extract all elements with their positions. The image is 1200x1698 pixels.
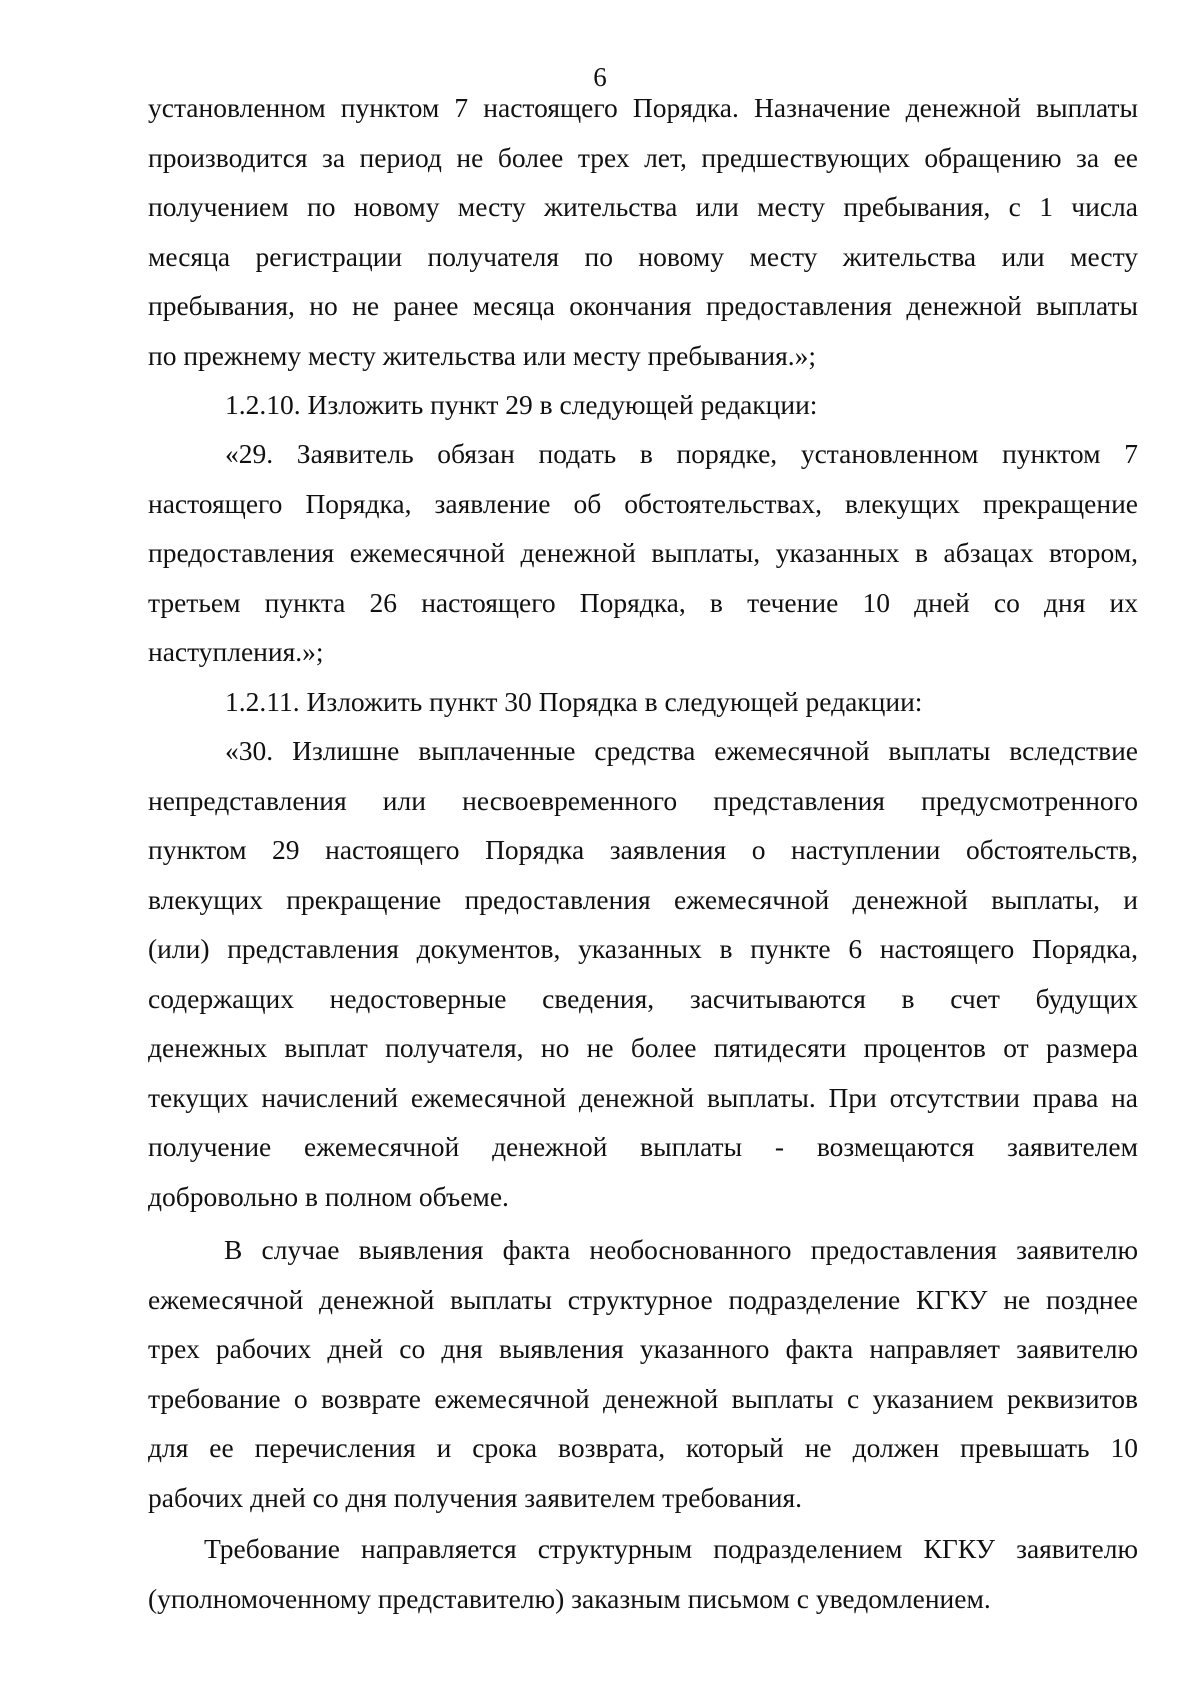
text-line: наступления.»; (148, 636, 324, 667)
text-line: (или) представления документов, указанных в пункте 6 настоящего Порядка, (148, 933, 1138, 964)
text-line: пунктом 29 настоящего Порядка заявления о наступлении обстоятельств, (148, 834, 1138, 865)
text-line: получение ежемесячной денежной выплаты - возмещаются заявителем (148, 1131, 1138, 1162)
text-line: 1.2.11. Изложить пункт 30 Порядка в следующей редакции: (225, 686, 923, 717)
text-line: установленном пунктом 7 настоящего Порядка. Назначение денежной выплаты (148, 92, 1138, 123)
paragraph-requirement-sending (148, 1524, 1138, 1623)
text-line: ежемесячной денежной выплаты структурное подразделение КГКУ не позднее (148, 1283, 1138, 1315)
text-line: предоставления ежемесячной денежной выплаты, указанных в абзацах втором, (148, 537, 1138, 568)
text-line: настоящего Порядка, заявление об обстоятельствах, влекущих прекращение (148, 487, 1138, 519)
text-line: В случае выявления факта необоснованного предоставления заявителю (224, 1234, 1138, 1265)
text-line: денежных выплат получателя, но не более пятидесяти процентов от размера (148, 1032, 1138, 1063)
text-line: 1.2.10. Изложить пункт 29 в следующей редакции: (225, 389, 818, 420)
text-line: «29. Заявитель обязан подать в порядке, установленном пунктом 7 (225, 438, 1138, 469)
paragraph-clause-1-2-11 (148, 677, 1138, 727)
page-number: 6 (593, 62, 607, 92)
text-line: производится за период не более трех лет, предшествующих обращению за ее (148, 141, 1138, 173)
text-line: непредставления или несвоевременного представления предусмотренного (148, 784, 1138, 816)
text-line: требование о возврате ежемесячной денежной выплаты с указанием реквизитов (148, 1382, 1138, 1414)
text-line: по прежнему месту жительства или месту пребывания.»; (148, 339, 817, 371)
text-line: текущих начислений ежемесячной денежной выплаты. При отсутствии права на (148, 1081, 1138, 1113)
text-line: добровольно в полном объеме. (148, 1180, 509, 1212)
text-line: пребывания, но не ранее месяца окончания предоставления денежной выплаты (148, 290, 1138, 321)
text-line: «30. Излишне выплаченные средства ежемесячной выплаты вследствие (225, 735, 1138, 766)
text-line: содержащих недостоверные сведения, засчитываются в счет будущих (148, 982, 1138, 1014)
text-line: третьем пункта 26 настоящего Порядка, в течение 10 дней со дня их (148, 586, 1138, 618)
text-line: влекущих прекращение предоставления ежемесячной денежной выплаты, и (148, 883, 1138, 915)
paragraph-point-29 (148, 429, 1138, 677)
text-line: трех рабочих дней со дня выявления указанного факта направляет заявителю (148, 1333, 1138, 1364)
paragraph-clause-1-2-10 (148, 380, 1138, 430)
paragraph-point-30 (148, 726, 1138, 1221)
text-line: (уполномоченному представителю) заказным письмом с уведомлением. (148, 1582, 991, 1614)
text-line: получением по новому месту жительства или месту пребывания, с 1 числа (148, 191, 1138, 222)
text-line: Требование направляется структурным подразделением КГКУ заявителю (204, 1533, 1138, 1564)
text-line: месяца регистрации получателя по новому месту жительства или месту (148, 240, 1138, 272)
text-line: рабочих дней со дня получения заявителем требования. (148, 1481, 802, 1513)
paragraph-continuation (148, 83, 1138, 380)
text-line: для ее перечисления и срока возврата, который не должен превышать 10 (148, 1432, 1138, 1463)
paragraph-detection-case (148, 1225, 1138, 1522)
